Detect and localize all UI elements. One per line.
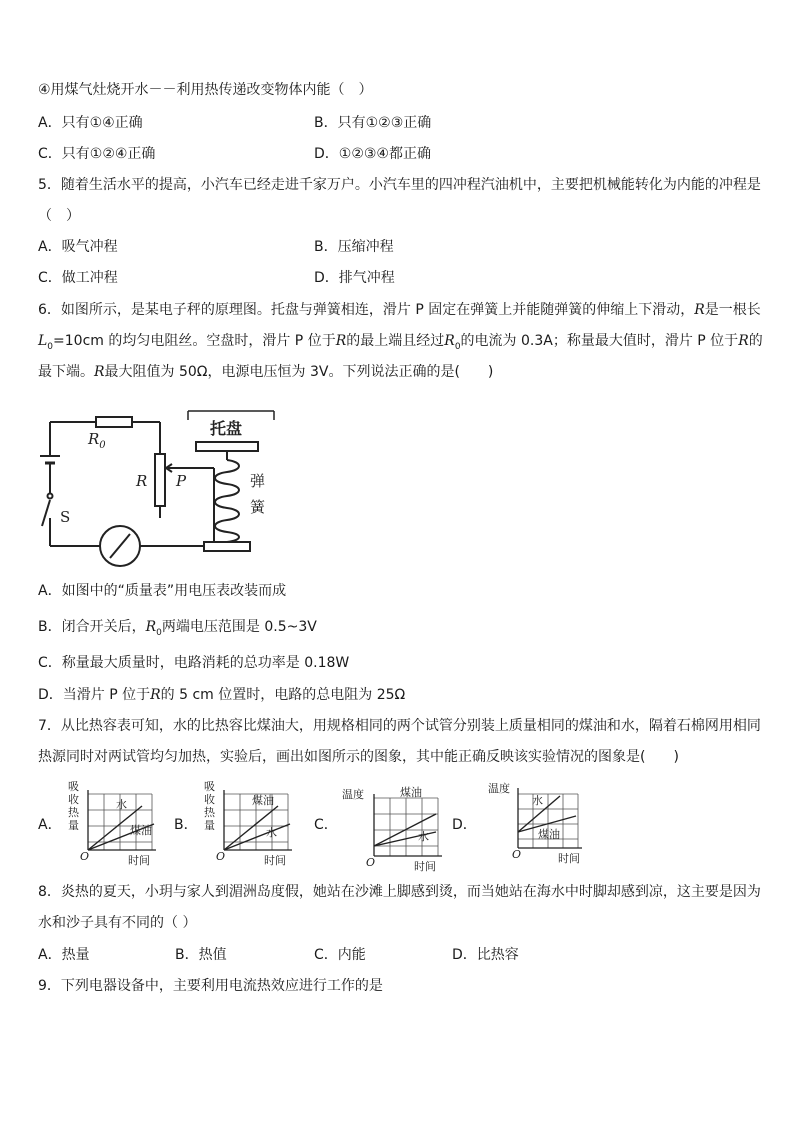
q8-stem-line1: 8．炎热的夏天，小玥与家人到湄洲岛度假，她站在沙滩上脚感到烫，而当她站在海水中时脚却感到凉，这主要是因为 — [38, 884, 761, 900]
graph-a-lower-label: 煤油 — [130, 824, 152, 837]
q4-item4: ④用煤气灶烧开水－－利用热传递改变物体内能（ ） — [38, 82, 373, 98]
q7-graph-a — [64, 778, 164, 870]
tray-label: 托盘 — [210, 419, 243, 438]
q7-stem-line2: 热源同时对两试管均匀加热，实验后，画出如图所示的图象，其中能正确反映该实验情况的图象是( ) — [38, 749, 679, 765]
graph-b-ylabel-4: 量 — [204, 819, 215, 832]
graph-c-grid — [374, 798, 438, 856]
graph-b-ylabel-3: 热 — [204, 806, 215, 819]
graph-d-upper-label: 水 — [532, 794, 543, 807]
q9-stem: 9．下列电器设备中，主要利用电流热效应进行工作的是 — [38, 978, 383, 994]
q7-stem-line1: 7．从比热容表可知，水的比热容比煤油大，用规格相同的两个试管分别装上质量相同的煤油和水，隔着石棉网用相同 — [38, 718, 761, 734]
q6-stem-line1: 6．如图所示，是某电子秤的原理图。托盘与弹簧相连，滑片 P 固定在弹簧上并能随弹簧的伸缩上下滑动，R是一根长 — [38, 302, 761, 318]
graph-c-lower-label: 水 — [418, 830, 429, 843]
q7-graph-a-letter: A． — [38, 817, 62, 833]
graph-d-ylabel: 温度 — [488, 782, 510, 795]
q8-option-a: A．热量 — [38, 947, 90, 963]
graph-a-xlabel: 时间 — [128, 854, 150, 867]
graph-b-origin: O — [216, 850, 226, 863]
q6-circuit-diagram — [38, 408, 278, 568]
q7-graph-b-letter: B． — [174, 817, 198, 833]
q4-option-d: D．①②③④都正确 — [314, 146, 431, 162]
q5-option-a: A．吸气冲程 — [38, 239, 118, 255]
graph-b-upper-label: 煤油 — [252, 794, 274, 807]
tray-plate — [196, 442, 258, 451]
graph-b-lower-label: 水 — [266, 826, 277, 839]
q6-option-a: A．如图中的“质量表”用电压表改装而成 — [38, 583, 287, 599]
graph-a-upper-label: 水 — [116, 798, 127, 811]
p-label: P — [176, 472, 187, 490]
q6-stem-line2: $L_0=10cm$ 的均匀电阻丝。空盘时，滑片 P 位于R的最上端且经过$R_0$的电流为 0.3A；称量最大值时，滑片 P 位于R的 — [38, 333, 763, 352]
q7-graph-c-letter: C． — [314, 817, 338, 833]
graph-a-ylabel-1: 吸 — [68, 780, 79, 793]
r-label: R — [136, 472, 148, 490]
q7-graph-d-letter: D． — [452, 817, 477, 833]
graph-a-ylabel-3: 热 — [68, 806, 79, 819]
q5-stem-line1: 5．随着生活水平的提高，小汽车已经走进千家万户。小汽车里的四冲程汽油机中，主要把机械能转化为内能的冲程是 — [38, 177, 761, 193]
spring-label-2: 簧 — [250, 498, 266, 516]
spring-coil — [215, 460, 239, 542]
q7-graph-c — [340, 784, 444, 876]
graph-a-origin: O — [80, 850, 90, 863]
graph-d-xlabel: 时间 — [558, 852, 580, 865]
graph-b-ylabel-2: 收 — [204, 793, 215, 806]
q5-option-d: D．排气冲程 — [314, 270, 395, 286]
graph-a-ylabel-4: 量 — [68, 819, 79, 832]
q4-option-b: B．只有①②③正确 — [314, 115, 432, 131]
q6-option-b: B．闭合开关后，$R_0$两端电压范围是 0.5~3V — [38, 619, 317, 638]
graph-d-lower-label: 煤油 — [538, 828, 560, 841]
q8-stem-line2: 水和沙子具有不同的（ ） — [38, 915, 197, 931]
q4-option-a: A．只有①④正确 — [38, 115, 143, 131]
q8-option-d: D．比热容 — [452, 947, 519, 963]
q4-option-c: C．只有①②④正确 — [38, 146, 156, 162]
graph-c-xlabel: 时间 — [414, 860, 436, 873]
q6-option-d: D．当滑片 P 位于R的 5 cm 位置时，电路的总电阻为 25Ω — [38, 687, 406, 703]
q8-option-c: C．内能 — [314, 947, 366, 963]
graph-c-upper-label: 煤油 — [400, 786, 422, 799]
resistor-r — [155, 454, 165, 506]
q6-option-c: C．称量最大质量时，电路消耗的总功率是 0.18W — [38, 655, 350, 671]
q5-stem-line2: （ ） — [38, 208, 80, 224]
switch-lever — [42, 500, 50, 526]
graph-c-origin: O — [366, 856, 376, 869]
graph-b-ylabel-1: 吸 — [204, 780, 215, 793]
base-plate — [204, 542, 250, 551]
graph-c-ylabel: 温度 — [342, 788, 364, 801]
q7-graph-d — [480, 780, 584, 868]
q5-option-c: C．做工冲程 — [38, 270, 118, 286]
r0-label: $R_0$ — [88, 430, 106, 451]
graph-a-ylabel-2: 收 — [68, 793, 79, 806]
q5-option-b: B．压缩冲程 — [314, 239, 394, 255]
spring-label-1: 弹 — [250, 472, 266, 490]
graph-d-origin: O — [512, 848, 522, 861]
q8-option-b: B．热值 — [175, 947, 227, 963]
switch-label: S — [60, 508, 71, 526]
q7-graph-b — [200, 778, 300, 870]
switch-contact-top — [48, 494, 53, 499]
q6-stem-line3: 最下端。R最大阻值为 50Ω，电源电压恒为 3V。下列说法正确的是( ) — [38, 364, 494, 380]
graph-b-line-lower — [224, 824, 290, 850]
graph-b-xlabel: 时间 — [264, 854, 286, 867]
resistor-r0 — [96, 417, 132, 427]
